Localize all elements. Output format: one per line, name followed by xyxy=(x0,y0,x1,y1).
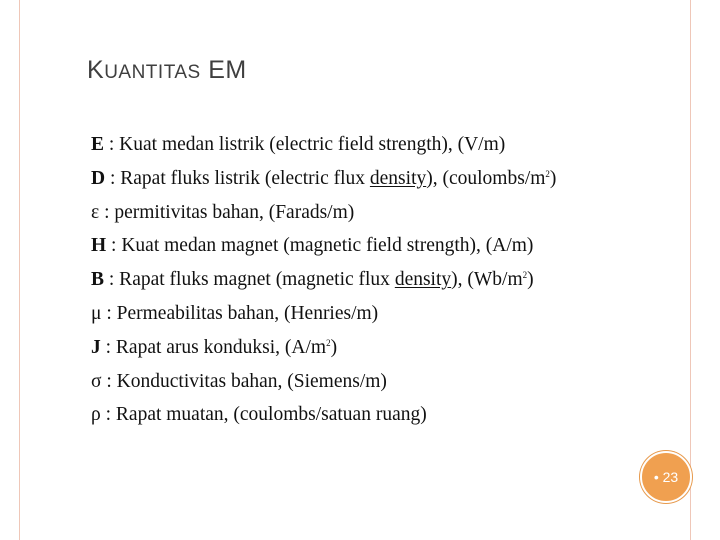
unit-exponent: 2 xyxy=(522,270,528,281)
definition-text: : Kuat medan magnet (magnetic field strength), (A/m) xyxy=(106,235,534,257)
title-last-word: EM xyxy=(208,56,247,84)
definition-text: : Rapat fluks listrik (electric flux xyxy=(105,167,370,189)
definition-symbol: E xyxy=(91,134,105,155)
definition-item xyxy=(91,331,556,365)
definition-text: : Rapat fluks magnet (magnetic flux xyxy=(104,269,395,291)
definition-text: : Konductivitas bahan, (Siemens/m) xyxy=(101,370,387,392)
page-number-badge: • 23 xyxy=(640,451,692,503)
definition-underlined-word: density xyxy=(394,269,452,291)
definition-unit: ), (Wb/m xyxy=(451,269,523,291)
definition-close: ) xyxy=(330,336,338,358)
definition-underlined-word: density xyxy=(369,167,427,189)
slide-title xyxy=(87,56,247,85)
title-first-letter: K xyxy=(87,56,105,84)
definition-item xyxy=(91,365,556,399)
definition-text: : Permeabilitas bahan, (Henries/m) xyxy=(101,302,379,324)
definition-text: : Kuat medan listrik (electric field strength), (V/m) xyxy=(104,134,506,155)
definition-symbol: ε xyxy=(91,201,100,223)
definition-symbol: σ xyxy=(91,370,102,392)
title-rest: UANTITAS xyxy=(104,62,201,83)
definition-symbol: μ xyxy=(91,302,102,324)
definition-list xyxy=(91,128,556,432)
definition-text: : Rapat muatan, (coulombs/satuan ruang) xyxy=(100,404,427,426)
definition-symbol: D xyxy=(91,167,106,189)
definition-close: ) xyxy=(527,269,534,291)
unit-exponent: 2 xyxy=(545,168,550,179)
definition-text: : Rapat arus konduksi, (A/m xyxy=(100,336,327,358)
definition-item xyxy=(91,196,556,230)
definition-item xyxy=(91,398,556,432)
definition-item xyxy=(91,128,556,162)
definition-item xyxy=(91,229,556,263)
definition-close: ) xyxy=(549,167,557,189)
definition-text: : permitivitas bahan, (Farads/m) xyxy=(99,201,355,223)
definition-item xyxy=(91,297,556,331)
definition-symbol: J xyxy=(91,336,101,358)
definition-item xyxy=(91,162,556,196)
definition-unit: ), (coulombs/m xyxy=(426,167,546,189)
unit-exponent: 2 xyxy=(326,337,331,348)
definition-symbol: ρ xyxy=(91,404,101,426)
definition-symbol: H xyxy=(91,235,107,257)
definition-symbol: B xyxy=(91,269,105,291)
definition-item xyxy=(91,263,556,297)
